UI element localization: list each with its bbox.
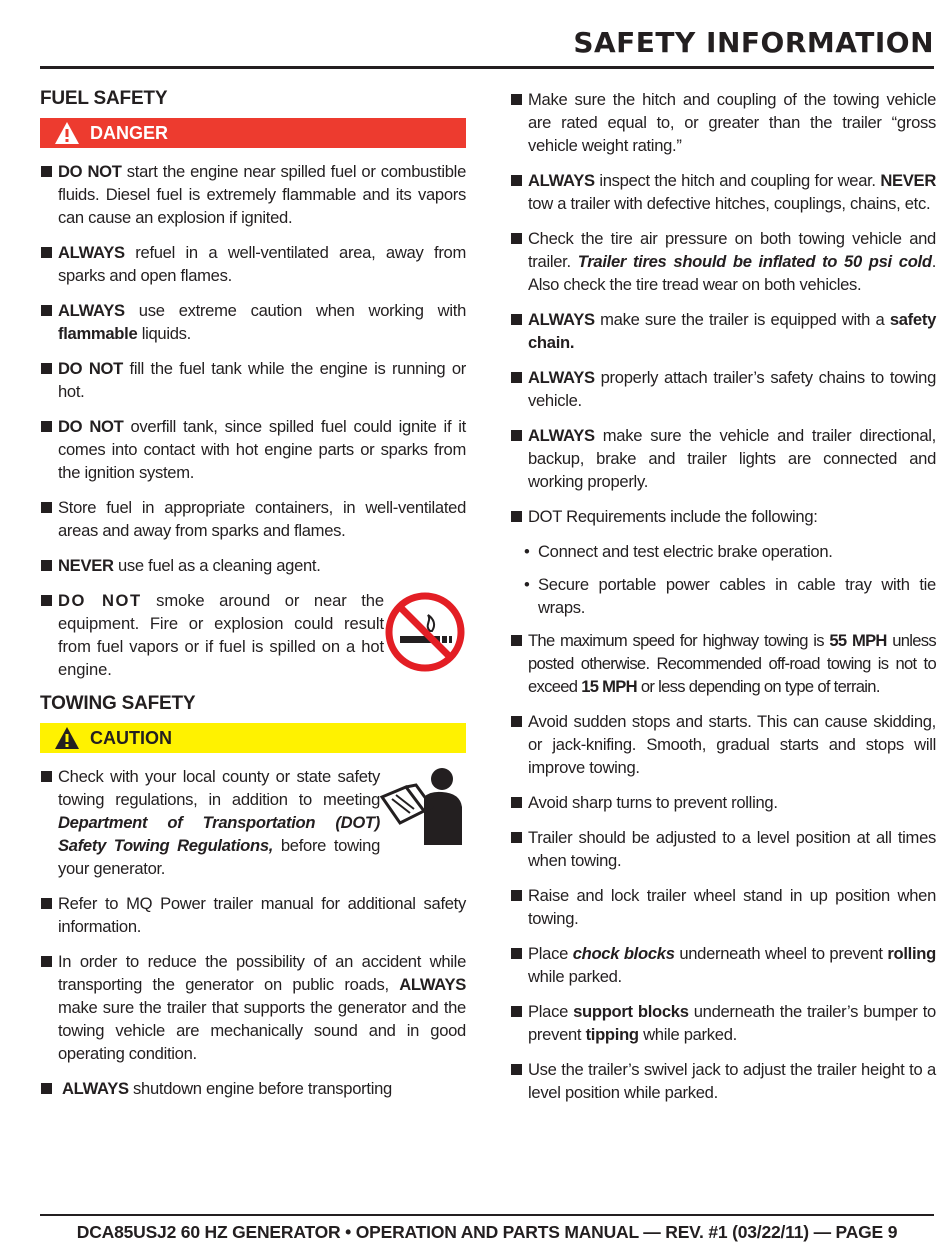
list-item: Avoid sudden stops and starts. This can cause skidding, or jack-knifing. Smooth, gradual starts and stops will improve towing. — [510, 710, 936, 779]
list-item: Refer to MQ Power trailer manual for additional safety information. — [40, 892, 466, 938]
list-item: Trailer should be adjusted to a level position at all times when towing. — [510, 826, 936, 872]
list-item: ALWAYS make sure the vehicle and trailer directional, backup, brake and trailer lights are connected and working properly. — [510, 424, 936, 493]
fuel-safety-heading: FUEL SAFETY — [40, 88, 168, 109]
list-item: ALWAYS refuel in a well-ventilated area, away from sparks and open flames. — [40, 241, 466, 287]
no-smoking-icon — [384, 591, 466, 673]
list-item: ALWAYS inspect the hitch and coupling for wear. NEVER tow a trailer with defective hitches, couplings, chains, etc. — [510, 169, 936, 215]
list-item: The maximum speed for highway towing is 55 MPH unless posted otherwise. Recommended off-road towing is not to exceed 15 MPH or less depending on type of terrain. — [510, 629, 936, 698]
footer-rule — [40, 1214, 934, 1216]
sub-list-item: • Connect and test electric brake operation. — [524, 542, 833, 561]
read-manual-icon — [380, 767, 466, 847]
sub-list-item: • Secure portable power cables in cable tray with tie wraps. — [524, 575, 936, 617]
list-item: Place support blocks underneath the trailer’s bumper to prevent tipping while parked. — [510, 1000, 936, 1046]
list-item: NEVER use fuel as a cleaning agent. — [40, 554, 466, 577]
list-item: ALWAYS use extreme caution when working with flammable liquids. — [40, 299, 466, 345]
list-item: Place chock blocks underneath wheel to prevent rolling while parked. — [510, 942, 936, 988]
list-item: Use the trailer’s swivel jack to adjust the trailer height to a level position while parked. — [510, 1058, 936, 1104]
page-footer: DCA85USJ2 60 HZ GENERATOR • OPERATION AND PARTS MANUAL — REV. #1 (03/22/11) — PAGE 9 — [76, 1222, 898, 1242]
list-item: DO NOT smoke around or near the equipment. Fire or explosion could result from fuel vapors or if fuel is spilled on a hot engine. — [40, 589, 466, 681]
list-item: Avoid sharp turns to prevent rolling. — [510, 791, 936, 814]
danger-banner — [40, 118, 466, 148]
list-item: In order to reduce the possibility of an accident while transporting the generator on public roads, ALWAYS make sure the trailer that supports the generator and the towing vehicle are mechanically sound and in good operating condition. — [40, 950, 466, 1065]
warning-triangle-icon — [54, 726, 80, 750]
towing-safety-heading: TOWING SAFETY — [40, 693, 196, 714]
caution-banner — [40, 723, 466, 753]
list-item: Raise and lock trailer wheel stand in up position when towing. — [510, 884, 936, 930]
towing-safety-list — [40, 765, 466, 1100]
list-item: Check with your local county or state safety towing regulations, in addition to meeting Department of Transportation (DOT) Safety Towing Regulations, before towing your generator. — [40, 765, 466, 880]
caution-label: CAUTION — [90, 727, 172, 748]
list-item: DO NOT overfill tank, since spilled fuel could ignite if it comes into contact with hot engine parts or sparks from the ignition system. — [40, 415, 466, 484]
list-item: ALWAYS shutdown engine before transporting — [40, 1077, 466, 1100]
danger-label: DANGER — [90, 122, 169, 143]
towing-safety-list-continued — [510, 88, 936, 1104]
right-column — [510, 88, 936, 1116]
list-item: DO NOT fill the fuel tank while the engine is running or hot. — [40, 357, 466, 403]
left-column — [40, 88, 466, 1112]
header-rule — [40, 66, 934, 69]
list-item: ALWAYS make sure the trailer is equipped with a safety chain. — [510, 308, 936, 354]
list-item: ALWAYS properly attach trailer’s safety chains to towing vehicle. — [510, 366, 936, 412]
page-title: SAFETY INFORMATION — [573, 26, 934, 59]
list-item: DO NOT start the engine near spilled fuel or combustible fluids. Diesel fuel is extremely flammable and its vapors can cause an explosion if ignited. — [40, 160, 466, 229]
list-item: Check the tire air pressure on both towing vehicle and trailer. Trailer tires should be inflated to 50 psi cold. Also check the tire tread wear on both vehicles. — [510, 227, 936, 296]
list-item: Store fuel in appropriate containers, in well-ventilated areas and away from sparks and flames. — [40, 496, 466, 542]
list-item: DOT Requirements include the following: — [510, 505, 936, 528]
fuel-safety-list — [40, 160, 466, 681]
list-item: Make sure the hitch and coupling of the towing vehicle are rated equal to, or greater than the trailer “gross vehicle weight rating.” — [510, 88, 936, 157]
warning-triangle-icon — [54, 121, 80, 145]
